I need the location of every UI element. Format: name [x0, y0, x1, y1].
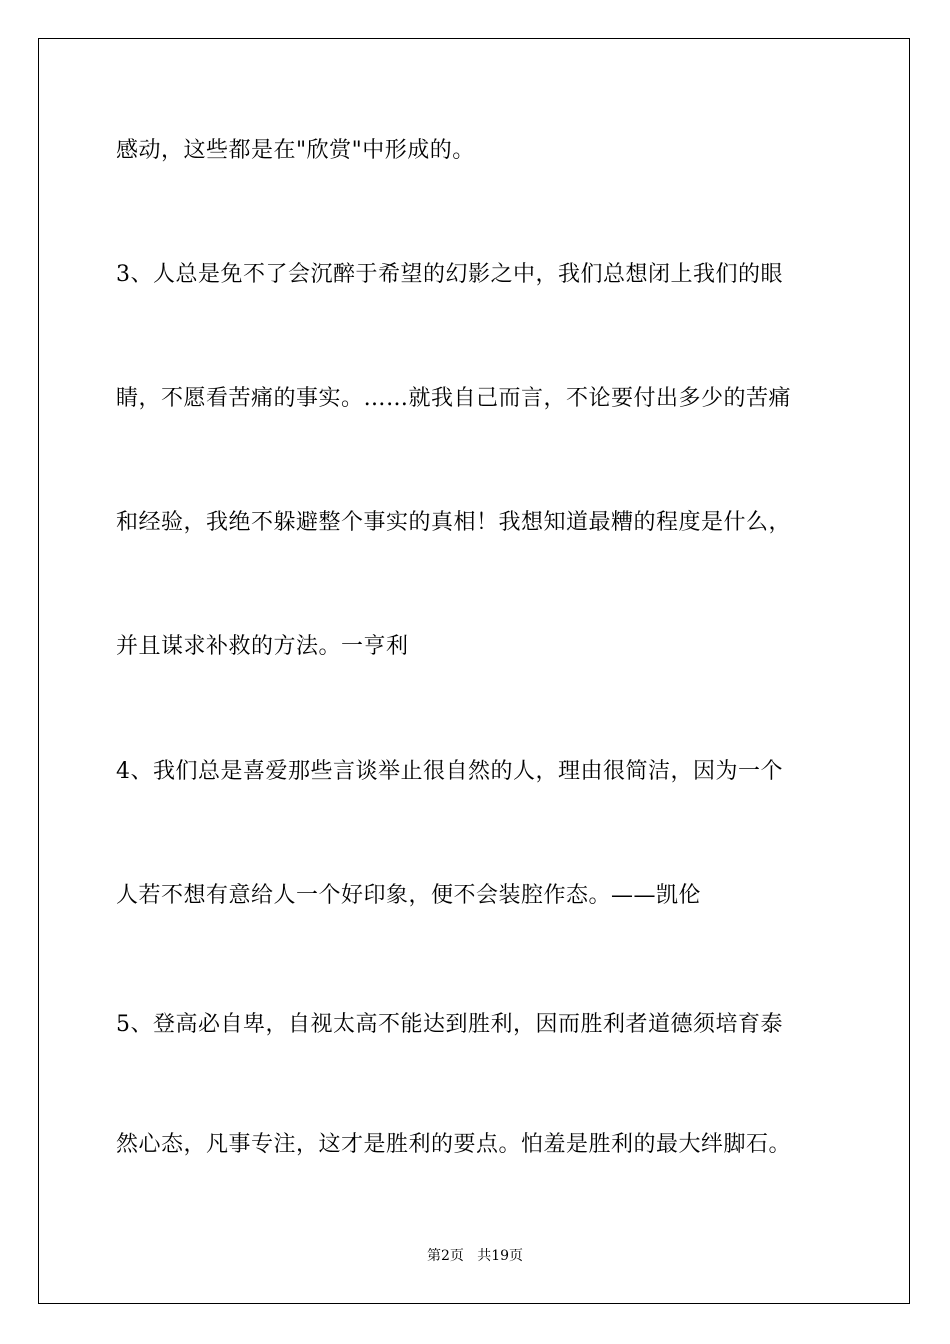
text-line-6: 4、我们总是喜爱那些言谈举止很自然的人，理由很简洁，因为一个	[116, 759, 783, 784]
text-line-3: 睛，不愿看苦痛的事实。……就我自己而言，不论要付出多少的苦痛	[116, 386, 792, 411]
text-line-4: 和经验，我绝不躲避整个事实的真相！我想知道最糟的程度是什么，	[116, 510, 792, 535]
text-line-2: 3、人总是免不了会沉醉于希望的幻影之中，我们总想闭上我们的眼	[116, 262, 783, 287]
text-line-8: 5、登高必自卑，自视太高不能达到胜利，因而胜利者道德须培育泰	[116, 1012, 783, 1037]
text-line-9: 然心态，凡事专注，这才是胜利的要点。怕羞是胜利的最大绊脚石。	[116, 1132, 792, 1157]
page-border	[38, 38, 910, 1304]
page-number-footer: 第2页 共19页	[426, 1248, 524, 1264]
text-line-1: 感动，这些都是在"欣赏"中形成的。	[116, 138, 475, 163]
text-line-7: 人若不想有意给人一个好印象，便不会装腔作态。——凯伦	[116, 883, 702, 908]
text-line-5: 并且谋求补救的方法。一亨利	[116, 634, 409, 659]
